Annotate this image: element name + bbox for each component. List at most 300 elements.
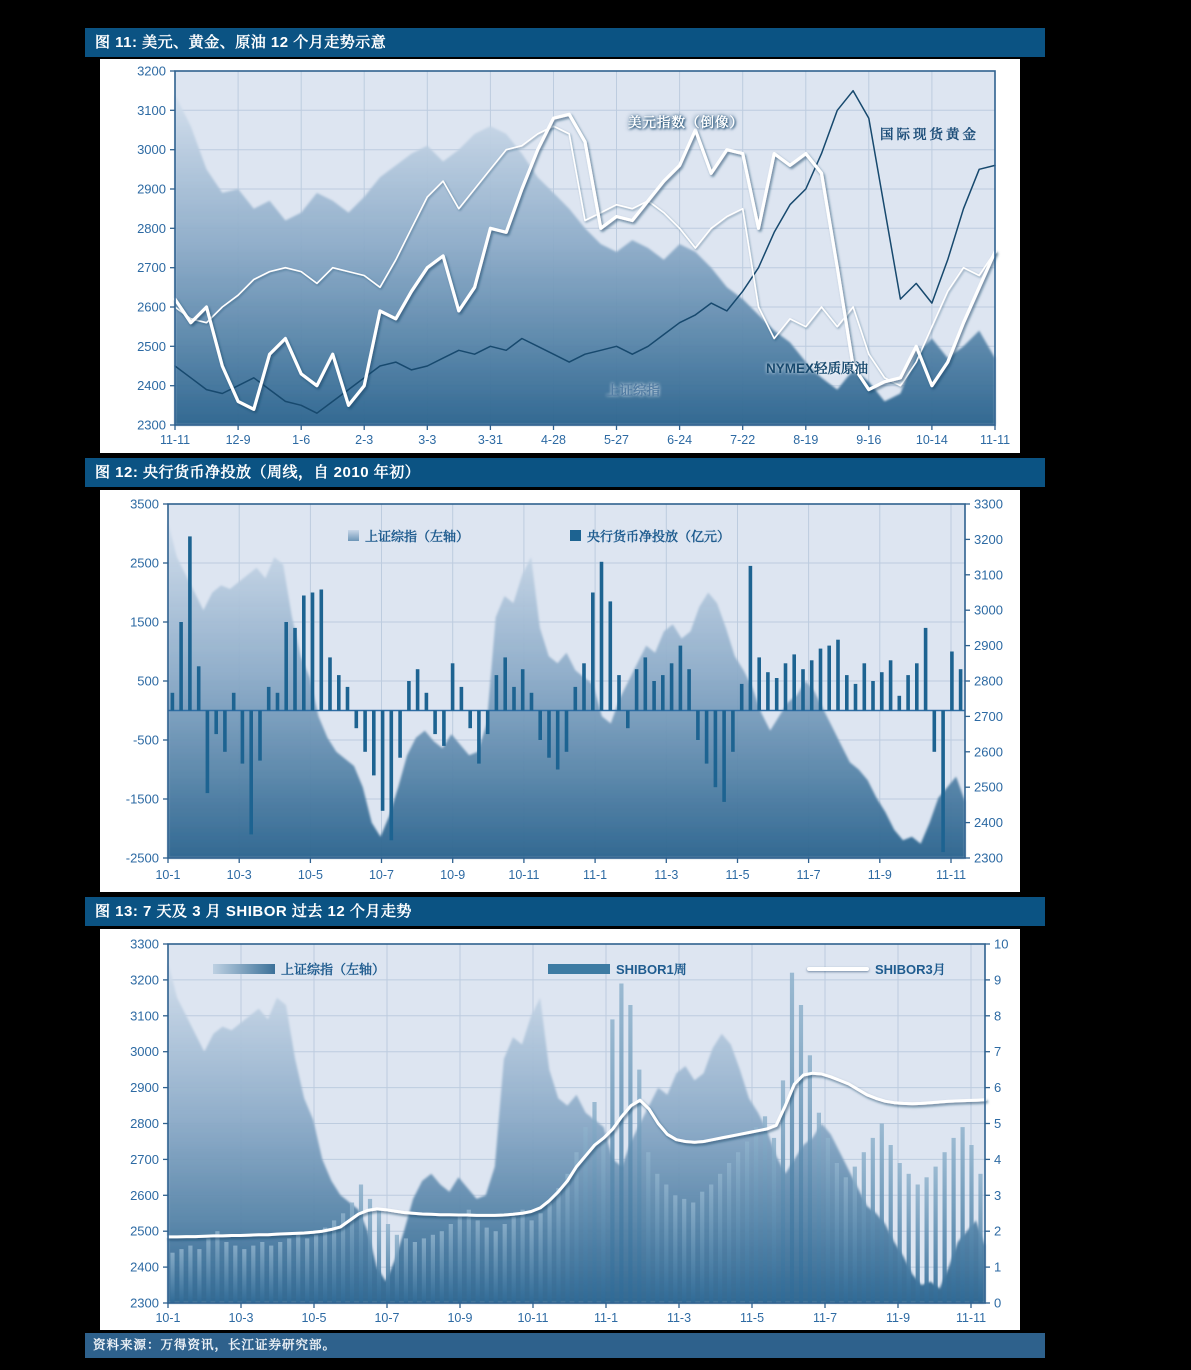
x-axis-tick-label: 8-19 [793,433,819,447]
usd-gold-oil-chart [100,59,1020,453]
y-axis-tick-label: 2400 [130,1259,159,1275]
x-axis-tick-label: 11-1 [593,1311,619,1325]
injection-bar [197,666,201,710]
shibor1w-bar [431,1235,435,1303]
injection-bar [346,687,350,711]
injection-bar [320,590,324,711]
figure-11-chart-panel [100,59,1020,453]
shibor1w-bar [332,1220,336,1303]
injection-bar [854,684,858,711]
shibor1w-bar [287,1238,291,1303]
injection-bar [792,654,796,710]
legend-item-sse [348,526,469,545]
x-axis-tick-label: 6-24 [667,433,693,447]
injection-bar [714,711,718,788]
shibor1w-bar [799,1005,803,1303]
y-axis-tick-label: 2800 [130,1116,159,1131]
injection-bar [503,657,507,710]
y-axis-tick-label: 2800 [974,673,1003,689]
injection-bar [819,649,823,711]
y-axis-tick-label: 1500 [130,614,159,630]
injection-bar [959,669,963,710]
shibor3m-line-swatch-icon [807,967,869,971]
shibor1w-bar [808,1055,812,1303]
shibor1w-bar [943,1152,947,1303]
y-axis-tick-label: 2800 [137,220,166,236]
x-axis-tick-label: 9-16 [856,433,882,447]
x-axis-tick-label: 11-11 [979,433,1011,447]
x-axis-tick-label: 11-7 [796,868,821,882]
injection-bar [477,711,481,764]
injection-bar [398,711,402,758]
shibor1w-bar [260,1242,264,1303]
shibor1w-bar [844,1177,848,1303]
y-axis-tick-label: 3300 [130,936,159,952]
shibor1w-bar [934,1167,938,1303]
injection-bar [731,711,735,752]
injection-bar [267,687,271,711]
injection-bar [214,711,218,735]
x-axis-tick-label: 5-27 [603,433,630,447]
injection-bar [433,711,437,735]
shibor3m-legend-label: SHIBOR3月 [875,962,946,977]
shibor1w-legend-label: SHIBOR1周 [616,962,687,977]
shibor1w-bar [745,1142,749,1304]
spot-gold-annotation: 国际现货黄金 [880,127,979,142]
injection-bar [530,693,534,711]
shibor1w-bar [314,1235,318,1303]
usd-index-annotation: 美元指数（倒像） [628,115,744,130]
injection-bar [924,628,928,711]
shibor1w-bar [718,1174,722,1303]
x-axis-tick-label: 12-9 [225,433,251,447]
shibor1w-bar [395,1235,399,1303]
injection-bar [556,711,560,770]
shibor1w-bar [404,1238,408,1303]
injection-bar [390,711,394,841]
injection-bar [845,675,849,710]
y-axis-tick-label: 5 [994,1116,1002,1131]
y-axis-tick-label: 2 [994,1223,1002,1239]
injection-bar [574,687,578,711]
shibor1w-bar [296,1235,300,1303]
figure-12-chart-panel [100,490,1020,892]
injection-bar [232,693,236,711]
injection-bar [898,696,902,711]
shibor1w-bar [898,1163,902,1303]
shibor1w-bar [485,1228,489,1303]
figure-12-legend [100,526,1020,544]
injection-bar [337,675,341,710]
injection-bar [328,657,332,710]
shibor1w-bar [826,1138,830,1303]
y-axis-tick-label: 3200 [130,972,159,988]
shibor1w-bar [709,1185,713,1304]
shibor1w-bar [790,973,794,1303]
figure-13-title-bar [85,897,1045,926]
x-axis-tick-label: 11-1 [583,868,608,882]
injection-bar [276,693,280,711]
y-axis-tick-label: 2500 [130,1223,159,1239]
shibor1w-bar-swatch-icon [548,964,610,974]
shibor1w-bar [530,1220,534,1303]
shibor1w-bar [889,1145,893,1303]
x-axis-tick-label: 11-11 [955,1311,987,1325]
shibor1w-bar [961,1127,965,1303]
shibor1w-bar [521,1210,525,1303]
y-axis-tick-label: 9 [994,972,1002,988]
shibor1w-bar [817,1113,821,1303]
injection-bar [950,652,954,711]
injection-bar [696,711,700,741]
figure-13-legend [100,959,1020,977]
shibor1w-bar [233,1246,237,1303]
shibor1w-bar [377,1210,381,1303]
injection-bar [460,687,464,711]
y-axis-tick-label: 2900 [137,181,166,197]
x-axis-tick-label: 10-14 [915,433,948,447]
shibor1w-bar [278,1242,282,1303]
x-axis-tick-label: 11-9 [867,868,892,882]
injection-bar [889,660,893,710]
shibor1w-bar [305,1238,309,1303]
injection-bar [171,693,175,711]
shibor1w-bar [323,1228,327,1303]
shibor1w-bar [494,1231,498,1303]
injection-bar [293,628,297,711]
y-axis-tick-label: 8 [994,1008,1002,1024]
x-axis-tick-label: 10-9 [447,1311,473,1325]
injection-bar [617,675,621,710]
source-bar [85,1333,1045,1358]
shibor1w-bar [179,1249,183,1303]
shibor1w-bar [628,1005,632,1303]
shibor1w-bar [440,1231,444,1303]
injection-bar [871,681,875,711]
y-axis-tick-label: 6 [994,1080,1002,1096]
shibor1w-bar [413,1242,417,1303]
y-axis-tick-label: 2900 [130,1080,159,1096]
y-axis-tick-label: 2600 [130,1187,159,1203]
shibor1w-bar [610,1019,614,1303]
x-axis-tick-label: 10-9 [440,868,466,882]
x-axis-tick-label: 11-11 [935,868,967,882]
legend-item-sse [213,959,385,978]
x-axis-tick-label: 1-6 [292,433,311,447]
injection-bar [749,566,753,711]
shibor1w-bar [664,1185,668,1304]
x-axis-tick-label: 11-7 [812,1311,838,1325]
figure-11-title-bar [85,28,1045,57]
injection-bar [906,675,910,710]
shibor1w-bar [969,1145,973,1303]
x-axis-tick-label: 11-11 [159,433,191,447]
injection-bar [495,675,499,710]
injection-bar [547,711,551,758]
injection-bar [188,536,192,710]
injection-bar [521,669,525,710]
injection-legend-label: 央行货币净投放（亿元） [587,529,731,544]
shibor1w-bar [952,1138,956,1303]
sse-area-swatch-icon [348,530,359,541]
y-axis-tick-label: 3100 [974,567,1003,583]
legend-item-injection [570,526,730,545]
shibor1w-bar [215,1231,219,1303]
x-axis-tick-label: 11-3 [654,868,679,882]
y-axis-tick-label: 1 [994,1259,1002,1275]
injection-bar [775,678,779,711]
shibor1w-bar [548,1203,552,1304]
y-axis-tick-label: 2500 [130,555,159,571]
shibor1w-bar [727,1163,731,1303]
y-axis-tick-label: 3300 [974,496,1003,512]
x-axis-tick-label: 7-22 [730,433,756,447]
shibor1w-bar [197,1249,201,1303]
injection-bar [442,711,446,746]
shibor-chart [100,929,1020,1330]
shibor1w-bar [556,1188,560,1303]
shibor1w-bar [700,1192,704,1303]
shibor1w-bar [646,1152,650,1303]
injection-bar [801,669,805,710]
x-axis-tick-label: 11-5 [725,868,750,882]
injection-bar [425,693,429,711]
x-axis-tick-label: 10-7 [368,868,395,882]
shibor1w-bar [637,1070,641,1303]
shibor1w-bar [512,1217,516,1303]
shibor1w-bar [853,1167,857,1303]
injection-bar [381,711,385,811]
shibor1w-bar [691,1203,695,1304]
shibor1w-bar [224,1242,228,1303]
injection-bar [468,711,472,729]
injection-bar [635,669,639,710]
injection-bar [880,672,884,710]
x-axis-tick-label: 10-11 [508,868,540,882]
injection-bar [206,711,210,794]
money-injection-chart [100,490,1020,892]
y-axis-tick-label: 2400 [137,378,166,394]
x-axis-tick-label: 10-11 [517,1311,549,1325]
y-axis-tick-label: 3500 [130,496,159,512]
y-axis-tick-label: 3200 [974,531,1003,547]
injection-bar [512,687,516,711]
injection-bar [302,596,306,711]
x-axis-tick-label: 2-3 [355,433,374,447]
x-axis-tick-label: 11-9 [885,1311,911,1325]
injection-bar [582,663,586,710]
shibor1w-bar [503,1224,507,1303]
shibor1w-bar [619,984,623,1304]
x-axis-tick-label: 10-5 [301,1311,327,1325]
injection-bar [757,657,761,710]
injection-bar [372,711,376,776]
injection-bar [565,711,569,752]
y-axis-tick-label: 2500 [974,779,1003,795]
nymex-oil-annotation: NYMEX轻质原油 [766,361,869,376]
injection-bar [722,711,726,802]
y-axis-tick-label: 2700 [130,1151,159,1167]
x-axis-tick-label: 3-3 [418,433,437,447]
sse-annotation: 上证综指 [606,383,660,398]
sse-legend-label: 上证综指（左轴） [365,529,470,544]
shibor1w-bar [754,1127,758,1303]
x-axis-tick-label: 11-3 [666,1311,692,1325]
y-axis-tick-label: 2500 [137,338,166,354]
shibor1w-bar [601,1142,605,1304]
shibor1w-bar [422,1238,426,1303]
y-axis-tick-label: 2700 [974,708,1003,724]
y-axis-tick-label: 2900 [974,638,1003,654]
y-axis-tick-label: 500 [137,673,159,689]
shibor1w-bar [242,1249,246,1303]
x-axis-tick-label: 3-31 [477,433,503,447]
shibor1w-bar [467,1210,471,1303]
y-axis-tick-label: 0 [994,1295,1002,1311]
injection-bar [652,681,656,711]
injection-bar [249,711,253,835]
figure-12-title: 图 12: 央行货币净投放（周线，自 2010 年初） [95,464,421,481]
y-axis-tick-label: 2400 [974,815,1003,831]
y-axis-tick-label: 2300 [137,417,166,433]
injection-bar [679,646,683,711]
legend-item-shibor3m [807,959,946,978]
shibor1w-bar [880,1124,884,1304]
x-axis-tick-label: 10-1 [155,868,181,882]
source-text: 资料来源：万得资讯，长江证券研究部。 [93,1338,337,1352]
injection-bar [836,640,840,711]
injection-bar [661,675,665,710]
injection-bar [933,711,937,752]
shibor1w-bar [673,1195,677,1303]
shibor1w-bar [565,1174,569,1303]
y-axis-tick-label: 2700 [137,260,166,276]
figure-13-chart-panel [100,929,1020,1330]
x-axis-tick-label: 10-5 [297,868,323,882]
shibor1w-bar [449,1224,453,1303]
injection-bar [486,711,490,735]
injection-bar [915,663,919,710]
injection-bar [609,601,613,710]
injection-bar [626,711,630,729]
y-axis-tick-label: 2300 [130,1295,159,1311]
y-axis-tick-label: 3000 [974,602,1003,618]
shibor1w-bar [359,1185,363,1304]
injection-bar [591,593,595,711]
shibor1w-bar [835,1163,839,1303]
y-axis-tick-label: 4 [994,1151,1002,1167]
injection-bar [740,684,744,711]
shibor1w-bar [188,1246,192,1303]
y-axis-tick-label: 3100 [137,102,166,118]
x-axis-tick-label: 10-3 [226,868,252,882]
injection-bar [416,669,420,710]
shibor1w-bar [386,1224,390,1303]
y-axis-tick-label: -2500 [125,850,159,866]
injection-bar [687,669,691,710]
injection-bar [670,663,674,710]
injection-bar [827,646,831,711]
injection-bar [810,660,814,710]
shibor1w-bar [574,1152,578,1303]
shibor1w-bar [592,1102,596,1303]
shibor1w-bar [916,1185,920,1304]
shibor1w-bar [763,1116,767,1303]
x-axis-tick-label: 10-7 [374,1311,400,1325]
injection-bar [600,562,604,711]
injection-bar [863,663,867,710]
figure-11-title: 图 11: 美元、黄金、原油 12 个月走势示意 [95,34,387,51]
shibor1w-bar [862,1152,866,1303]
y-axis-tick-label: 3 [994,1187,1002,1203]
sse-area-swatch-icon [213,964,275,974]
y-axis-tick-label: 3000 [130,1044,159,1060]
x-axis-tick-label: 11-5 [739,1311,765,1325]
shibor1w-bar [925,1177,929,1303]
injection-bar-swatch-icon [570,530,581,541]
y-axis-tick-label: -500 [132,732,159,748]
shibor1w-bar [907,1174,911,1303]
injection-bar [407,681,411,711]
y-axis-tick-label: 7 [994,1044,1002,1060]
injection-bar [784,663,788,710]
shibor1w-bar [539,1213,543,1303]
shibor1w-bar [368,1199,372,1303]
y-axis-tick-label: 2600 [974,744,1003,760]
shibor1w-bar [772,1138,776,1303]
y-axis-tick-label: 2300 [974,850,1003,866]
injection-bar [355,711,359,729]
shibor1w-bar [269,1246,273,1303]
injection-bar [766,672,770,710]
shibor1w-bar [251,1246,255,1303]
figure-13-title: 图 13: 7 天及 3 月 SHIBOR 过去 12 个月走势 [95,903,412,920]
injection-bar [705,711,709,764]
injection-bar [284,622,288,711]
injection-bar [538,711,542,741]
x-axis-tick-label: 10-3 [228,1311,254,1325]
injection-bar [451,663,455,710]
injection-bar [644,657,648,710]
figure-12-title-bar [85,458,1045,487]
injection-bar [179,622,183,711]
legend-item-shibor1w [548,959,687,978]
x-axis-tick-label: 10-1 [155,1311,181,1325]
shibor1w-bar [458,1217,462,1303]
injection-bar [258,711,262,761]
injection-bar [311,593,315,711]
x-axis-tick-label: 4-28 [540,433,567,447]
shibor1w-bar [736,1152,740,1303]
y-axis-tick-label: 10 [994,936,1009,952]
sse-legend-label: 上证综指（左轴） [281,962,386,977]
shibor1w-bar [476,1220,480,1303]
y-axis-tick-label: 3200 [137,63,166,79]
injection-bar [241,711,245,764]
injection-bar [363,711,367,752]
y-axis-tick-label: 3000 [137,142,166,158]
injection-bar [223,711,227,752]
y-axis-tick-label: 2600 [137,299,166,315]
shibor1w-bar [871,1138,875,1303]
y-axis-tick-label: -1500 [125,791,159,807]
shibor1w-bar [978,1174,982,1303]
y-axis-tick-label: 3100 [130,1008,159,1024]
shibor1w-bar [206,1238,210,1303]
shibor1w-bar [682,1199,686,1303]
shibor1w-bar [655,1174,659,1303]
injection-bar [941,711,945,853]
